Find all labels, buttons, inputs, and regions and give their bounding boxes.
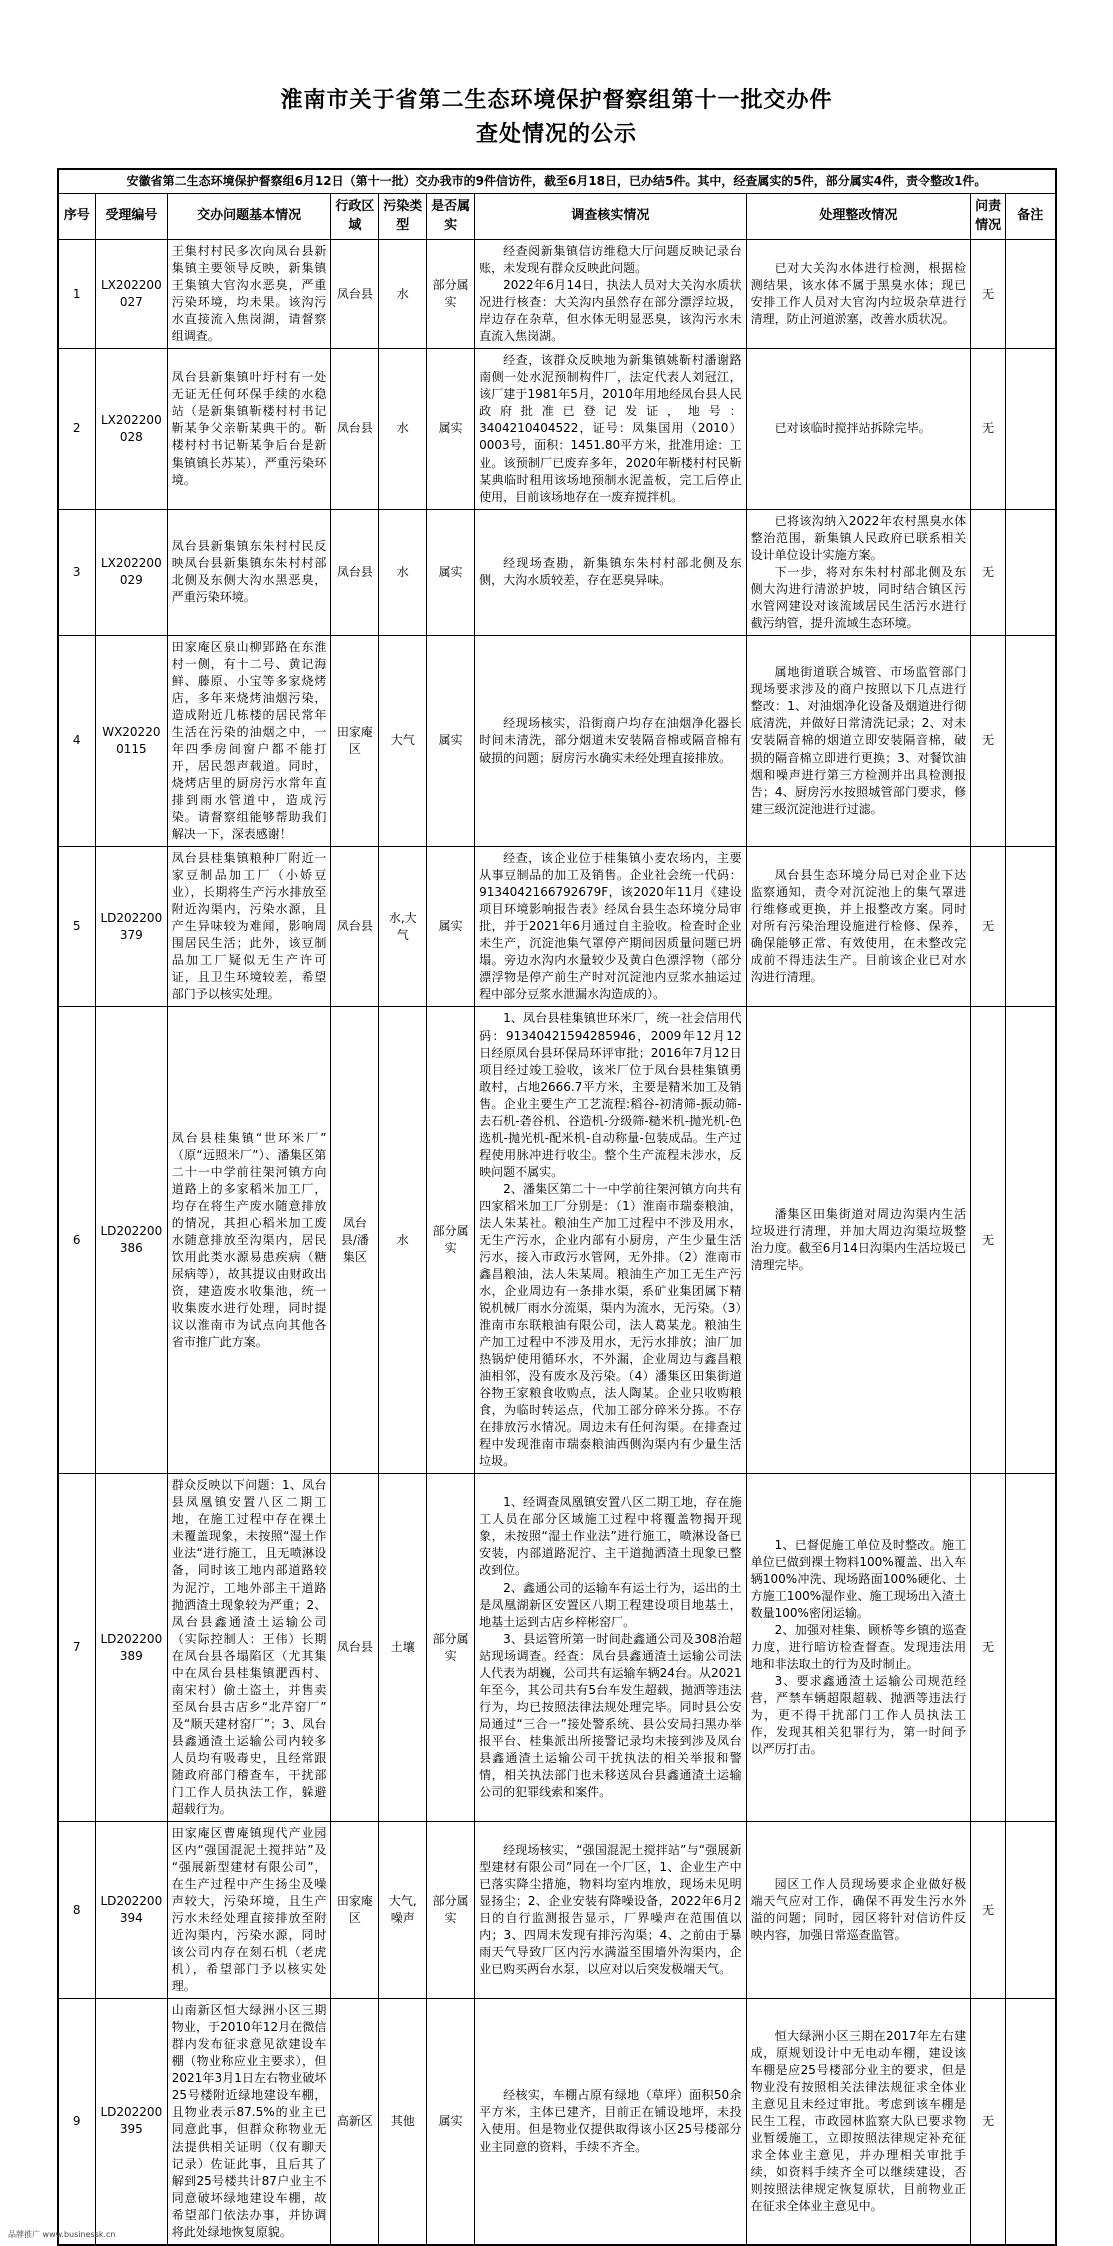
cell-handling: 园区工作人员现场要求企业做好极端天气应对工作，确保不再发生污水外溢的问题；同时，园区将针对信访件反映内容，加强日常巡查监管。 [746, 1821, 971, 1998]
cell-remark [1006, 1007, 1056, 1474]
cell-case-code: LD202200386 [95, 1007, 167, 1474]
cell-accountability: 无 [971, 1999, 1006, 2245]
cell-pollution-type: 土壤 [379, 1474, 427, 1822]
cell-pollution-type: 其他 [379, 1999, 427, 2245]
intro-text: 安徽省第二生态环境保护督察组6月12日（第十一批）交办我市的9件信访件，截至6月18日，已办结5件。其中，经查属实的5件，部分属实4件，责令整改1件。 [58, 169, 1056, 194]
document-page [57, 0, 1057, 2246]
case-row-1 [58, 240, 1056, 349]
cell-investigation: 经核实，车棚占原有绿地（草坪）面积50余平方米，主体已建齐，目前正在铺设地坪，未投入使用。但是物业仅提供取得该小区25号楼部分业主同意的资料，手续不齐全。 [475, 1999, 746, 2245]
cell-pollution-type: 水 [379, 509, 427, 635]
cell-handling: 已将该沟纳入2022年农村黑臭水体整治范围，新集镇人民政府已联系相关设计单位设计实施方案。 下一步，将对东朱村村部北侧及东侧大沟进行清淤护坡，同时结合镇区污水管网建设对该流域居民生活污水进行截污纳管，提升流域生态环境。 [746, 509, 971, 635]
cell-investigation: 经现场核实，“强国混泥土搅拌站”与“强展新型建材有限公司”同在一个厂区，1、企业生产中已落实降尘措施，物料均室内堆放，现场未见明显扬尘；2、企业安装有降噪设备，2022年6月2日的自行监测报告显示，厂界噪声在范围值以内；3、四周未发现有排污沟渠；4、之前由于暴雨天气导致厂区内污水满溢至围墙外沟渠内，企业已购买两台水泵，以应对以后突发极端天气。 [475, 1821, 746, 1998]
case-row-4 [58, 635, 1056, 846]
cell-problem: 山南新区恒大绿洲小区三期物业，于2010年12月在微信群内发布征求意见欲建设车棚（物业称应业主要求），但2021年3月1日左右物业破坏25号楼附近绿地建设车棚，且物业表示87.5%的业主已同意此事，但群众称物业无法提供相关证明（仅有聊天记录）佐证此事，且后其了解到25号楼共计87户业主不同意破坏绿地建设车棚，故希望部门依法办事，并协调将此处绿地恢复原貌。 [167, 1999, 331, 2245]
cell-accountability: 无 [971, 1007, 1006, 1474]
cell-region: 凤台县 [331, 1474, 379, 1822]
cell-region: 凤台县 [331, 847, 379, 1007]
cell-verified: 部分属实 [427, 1474, 475, 1822]
cell-problem: 王集村村民多次向凤台县新集镇主要领导反映，新集镇王集镇大官沟水恶臭，严重污染环境，均未果。该沟污水直接流入焦岗湖，请督察组调查。 [167, 240, 331, 349]
cell-investigation: 经现场查勘，新集镇东朱村村部北侧及东侧，大沟水质较差，存在恶臭异味。 [475, 509, 746, 635]
cell-accountability: 无 [971, 240, 1006, 349]
case-row-6 [58, 1007, 1056, 1474]
cell-pollution-type: 水,大气 [379, 847, 427, 1007]
cases-table [57, 168, 1057, 2246]
page-title-line1: 淮南市关于省第二生态环境保护督察组第十一批交办件 [280, 88, 833, 113]
cell-accountability: 无 [971, 1474, 1006, 1822]
cell-seq-no: 8 [58, 1821, 96, 1998]
cell-case-code: LD202200379 [95, 847, 167, 1007]
cell-handling: 凤台县生态环境分局已对企业下达监察通知，责令对沉淀池上的集气罩进行维修或更换，并上报整改方案。同时对所有污染治理设施进行检修、保养，确保能够正常、有效使用，在未整改完成前不得违法生产。目前该企业已对水沟进行清理。 [746, 847, 971, 1007]
column-header-2: 受理编号 [95, 194, 167, 240]
cell-investigation: 经查阅新集镇信访维稳大厅问题反映记录台账，未发现有群众反映此问题。 2022年6月14日，执法人员对大关沟水质状况进行核查：大关沟内虽然存在部分漂浮垃圾，岸边存在杂草，但水体无明显恶臭，该沟污水未直流入焦岗湖。 [475, 240, 746, 349]
cell-region: 凤台县/潘集区 [331, 1007, 379, 1474]
page-title [57, 84, 1057, 152]
cell-handling: 1、已督促施工单位及时整改。施工单位已做到裸土物料100%覆盖、出入车辆100%冲洗、现场路面100%硬化、土方施工100%湿作业、施工现场出入渣土数量100%密闭运输。 2、加强对桂集、顾桥等乡镇的巡查力度，进行暗访检查督查。发现违法用地和非法取土的行为及时制止。 3、要求鑫通渣土运输公司规范经营，严禁车辆超限超载、抛洒等违法行为，更不得干扰部门工作人员执法工作，发现其相关犯罪行为，第一时间予以严厉打击。 [746, 1474, 971, 1822]
cell-problem: 凤台县桂集镇“世环米厂”（原“远照米厂”）、潘集区第二十一中学前往架河镇方向道路上的多家稻米加工厂，均存在将生产废水随意排放的情况，其担心稻米加工废水随意排放至沟渠内，居民饮用此类水源易患疾病（糖尿病等），故其提议由财政出资，建造废水收集池，统一收集废水进行处理，同时提议以淮南市为试点向其他各省市推广此方案。 [167, 1007, 331, 1474]
case-row-7 [58, 1474, 1056, 1822]
cell-pollution-type: 水 [379, 1007, 427, 1474]
column-header-10: 备注 [1006, 194, 1056, 240]
cell-verified: 部分属实 [427, 240, 475, 349]
cell-case-code: LD202200389 [95, 1474, 167, 1822]
column-header-3: 交办问题基本情况 [167, 194, 331, 240]
cell-case-code: LX202200028 [95, 349, 167, 509]
cell-investigation: 经现场核实，沿街商户均存在油烟净化器长时间未清洗，部分烟道未安装隔音棉或隔音棉有破损的问题；厨房污水确实未经处理直接排放。 [475, 635, 746, 846]
cell-investigation: 经查，该企业位于桂集镇小麦农场内，主要从事豆制品的加工及销售。企业社会统一代码：9134042166792679F，该2020年11月《建设项目环境影响报告表》经凤台县生态环境分局审批，并于2021年6月通过自主验收。检查时企业未生产，沉淀池集气罩停产期间因质量问题已坍塌。旁边水沟内水量较少及黄白色漂浮物（部分漂浮物是停产前生产时对沉淀池内豆浆水抽运过程中部分豆浆水泄漏水沟造成的）。 [475, 847, 746, 1007]
cell-case-code: WX202200115 [95, 635, 167, 846]
cell-case-code: LX202200027 [95, 240, 167, 349]
cell-verified: 属实 [427, 635, 475, 846]
cell-remark [1006, 1821, 1056, 1998]
case-row-3 [58, 509, 1056, 635]
cell-investigation: 1、凤台县桂集镇世环米厂，统一社会信用代码：91340421594285946，2009年12月12日经原凤台县环保局环评审批；2016年7月12日项目经过竣工验收，该米厂位于凤台县桂集镇勇敢村，占地2666.7平方米，主要是精米加工及销售。企业主要生产工艺流程:稻谷-初清筛-振动筛-去石机-砻谷机、谷造机-分级筛-糙米机-抛光机-色选机-抛光机-配米机-自动称量-包装成品。生产过程使用脉冲进行收尘。整个生产流程未涉水，反映问题不属实。 2、潘集区第二十一中学前往架河镇方向共有四家稻米加工厂分别是：（1）淮南市瑞泰粮油，法人朱某社。粮油生产加工过程中不涉及用水，无生产污水，企业内部有小厨房，产生少量生活污水，接入市政污水管网，无外排。（2）淮南市鑫昌粮油，法人朱某周。粮油生产加工无生产污水，企业周边有一条排水渠，系矿业集团属下精锐机械厂雨水分流渠，渠内为流水，无污染。（3）淮南市东联粮油有限公司，法人葛某龙。粮油生产加工过程中不涉及用水，无污水排放；油厂加热锅炉使用循环水，不外漏，企业周边与鑫昌粮油相邻，没有废水及污染。（4）潘集区田集街道谷物王家粮食收购点，法人陶某。企业只收购粮食，为临时转运点，代加工部分碎米分拣。不存在排放污水情况。周边未有任何沟渠。在排查过程中发现淮南市瑞泰粮油西侧沟渠内有少量生活垃圾。 [475, 1007, 746, 1474]
cell-remark [1006, 847, 1056, 1007]
cell-problem: 群众反映以下问题：1、凤台县凤凰镇安置八区二期工地，在施工过程中存在裸土未覆盖现象，未按照“湿土作业法“进行施工，且无喷淋设备，同时该工地内部道路较为泥泞，工地外部主干道路抛洒渣土现象较为严重；2、凤台县鑫通渣土运输公司（实际控制人：王伟）长期在凤台县各塌陷区（尤其集中在凤台县桂集镇淝西村、南宋村）偷土盗土，并售卖至凤台县古店乡“北芹窑厂”及“顺天建材窑厂”；3、凤台县鑫通渣土运输公司内较多人员均有吸毒史，且经常跟随政府部门稽查车，干扰部门工作人员执法工作，躲避超载行为。 [167, 1474, 331, 1822]
column-header-4: 行政区域 [331, 194, 379, 240]
intro-row [58, 169, 1056, 194]
cell-problem: 凤台县桂集镇粮种厂附近一家豆制品加工厂（小娇豆业），长期将生产污水排放至附近沟渠内，污染水源，且产生异味较为难闻，影响周围居民生活；此外，该豆制品加工厂疑似无生产许可证，且卫生环境较差，希望部门予以核实处理。 [167, 847, 331, 1007]
cell-seq-no: 3 [58, 509, 96, 635]
cell-remark [1006, 509, 1056, 635]
cell-pollution-type: 大气,噪声 [379, 1821, 427, 1998]
cell-handling: 已对大关沟水体进行检测，根据检测结果，该水体不属于黑臭水体；现已安排工作人员对大官沟内垃圾杂草进行清理，防止河道淤塞，改善水质状况。 [746, 240, 971, 349]
cell-pollution-type: 大气 [379, 635, 427, 846]
cell-verified: 属实 [427, 509, 475, 635]
cell-remark [1006, 1999, 1056, 2245]
case-row-2 [58, 349, 1056, 509]
cell-seq-no: 7 [58, 1474, 96, 1822]
cell-remark [1006, 1474, 1056, 1822]
cell-seq-no: 4 [58, 635, 96, 846]
page-title-line2: 查处情况的公示 [475, 122, 637, 148]
cell-case-code: LX202200029 [95, 509, 167, 635]
cell-pollution-type: 水 [379, 240, 427, 349]
cell-verified: 部分属实 [427, 1007, 475, 1474]
cell-verified: 属实 [427, 349, 475, 509]
cell-handling: 属地街道联合城管、市场监管部门现场要求涉及的商户按照以下几点进行整改：1、对油烟净化设备及烟道进行彻底清洗，并做好日常清洗记录；2、对未安装隔音棉的烟道立即安装隔音棉，破损的隔音棉立即进行更换；3、对餐饮油烟和噪声进行第三方检测并出具检测报告；4、厨房污水按照城管部门要求，修建三级沉淀池进行过滤。 [746, 635, 971, 846]
footer-watermark: 品牌推广 www.businessk.cn [8, 2229, 116, 2239]
column-header-8: 处理整改情况 [746, 194, 971, 240]
cell-region: 凤台县 [331, 240, 379, 349]
cell-region: 凤台县 [331, 349, 379, 509]
cell-region: 凤台县 [331, 509, 379, 635]
cell-remark [1006, 635, 1056, 846]
column-header-9: 问责情况 [971, 194, 1006, 240]
cell-handling: 已对该临时搅拌站拆除完毕。 [746, 349, 971, 509]
cell-accountability: 无 [971, 635, 1006, 846]
cell-region: 田家庵区 [331, 635, 379, 846]
case-row-5 [58, 847, 1056, 1007]
column-header-1: 序号 [58, 194, 96, 240]
cell-verified: 部分属实 [427, 1821, 475, 1998]
cell-accountability: 无 [971, 349, 1006, 509]
cell-accountability: 无 [971, 509, 1006, 635]
cell-handling: 潘集区田集街道对周边沟渠内生活垃圾进行清理，并加大周边沟渠垃圾整治力度。截至6月14日沟渠内生活垃圾已清理完毕。 [746, 1007, 971, 1474]
cell-case-code: LD202200394 [95, 1821, 167, 1998]
cell-remark [1006, 349, 1056, 509]
cell-remark [1006, 240, 1056, 349]
case-row-8 [58, 1821, 1056, 1998]
table-header-row [58, 194, 1056, 240]
cell-problem: 田家庵区曹庵镇现代产业园区内“强国混泥土搅拌站”及“强展新型建材有限公司”，在生产过程中产生扬尘及噪声较大，污染环境，且生产污水未经处理直接排放至附近沟渠内，污染水源，同时该公司内存在刻石机（老虎机），希望部门予以核实处理。 [167, 1821, 331, 1998]
column-header-7: 调查核实情况 [475, 194, 746, 240]
cell-region: 高新区 [331, 1999, 379, 2245]
cell-region: 田家庵区 [331, 1821, 379, 1998]
column-header-6: 是否属实 [427, 194, 475, 240]
cell-seq-no: 6 [58, 1007, 96, 1474]
cell-verified: 属实 [427, 1999, 475, 2245]
cell-case-code: LD202200395 [95, 1999, 167, 2245]
table-body [58, 240, 1056, 2245]
cell-investigation: 经查，该群众反映地为新集镇姚靳村潘谢路南侧一处水泥预制构件厂，法定代表人刘冠江，该厂建于1981年5月，2010年用地经凤台县人民政府批准已登记发证，地号：3404210404522，证号：凤集国用（2010）0003号，面积：1451.80平方米，批准用途：工业。该预制厂已废弃多年，2020年靳楼村村民靳某典临时租用该场地预制水泥盖板，完工后停止使用，目前该场地存在一废弃搅拌机。 [475, 349, 746, 509]
cell-seq-no: 1 [58, 240, 96, 349]
case-row-9 [58, 1999, 1056, 2245]
cell-seq-no: 5 [58, 847, 96, 1007]
cell-problem: 凤台县新集镇叶圩村有一处无证无任何环保手续的水稳站（是新集镇靳楼村村书记靳某争父亲靳某典干的。靳楼村村书记靳某争后台是新集镇镇长苏某），严重污染环境。 [167, 349, 331, 509]
cell-seq-no: 2 [58, 349, 96, 509]
cell-accountability: 无 [971, 1821, 1006, 1998]
cell-accountability: 无 [971, 847, 1006, 1007]
cell-problem: 田家庵区泉山柳郢路在东淮村一侧，有十二号、黄记海鲜、藤原、小宝等多家烧烤店，多年来烧烤油烟污染，造成附近几栋楼的居民常年生活在污染的油烟之中，一年四季房间窗户都不能打开，居民怨声载道。同时，烧烤店里的厨房污水常年直排到雨水管道中，造成污染。请督察组能够帮助我们解决一下，深表感谢！ [167, 635, 331, 846]
cell-problem: 凤台县新集镇东朱村村民反映凤台县新集镇东朱村村部北侧及东侧大沟水黑恶臭，严重污染环境。 [167, 509, 331, 635]
cell-handling: 恒大绿洲小区三期在2017年左右建成，原规划设计中无电动车棚，建设该车棚是应25号楼部分业主的要求，但是物业没有按照相关法律法规征求全体业主意见且未经过审批。考虑到该车棚是民生工程，市政园林监察大队已要求物业暂缓施工，立即按照法律规定补充征求全体业主意见，并办理相关审批手续，如资料手续齐全可以继续建设，否则按照法律规定恢复原状，目前物业正在征求全体业主意见中。 [746, 1999, 971, 2245]
cell-verified: 属实 [427, 847, 475, 1007]
cell-investigation: 1、经调查凤凰镇安置八区二期工地，存在施工人员在部分区域施工过程中将覆盖物揭开现象，未按照“湿土作业法”进行施工，喷淋设备已安装，内部道路泥泞、主干道抛洒渣土现象已整改到位。 2、鑫通公司的运输车有运土行为，运出的土是凤凰湖新区安置区八期工程建设项目地基土，地基土运到古店乡梓彬窑厂。 3、县运管所第一时间赴鑫通公司及308治超站现场调查。经查：凤台县鑫通渣土运输公司法人代表为胡巍，公司共有运输车辆24台。从2021年至今，其公司共有5台车发生超载，抛洒等违法行为，均已按照法律法规处理完毕。同时县公安局通过“三合一”接处警系统、县公安局扫黑办举报平台、桂集派出所接警记录均未接到涉及凤台县鑫通渣土运输公司干扰执法的相关举报和警情，相关执法部门也未移送凤台县鑫通渣土运输公司的犯罪线索和案件。 [475, 1474, 746, 1822]
cell-seq-no: 9 [58, 1999, 96, 2245]
cell-pollution-type: 水 [379, 349, 427, 509]
column-header-5: 污染类型 [379, 194, 427, 240]
